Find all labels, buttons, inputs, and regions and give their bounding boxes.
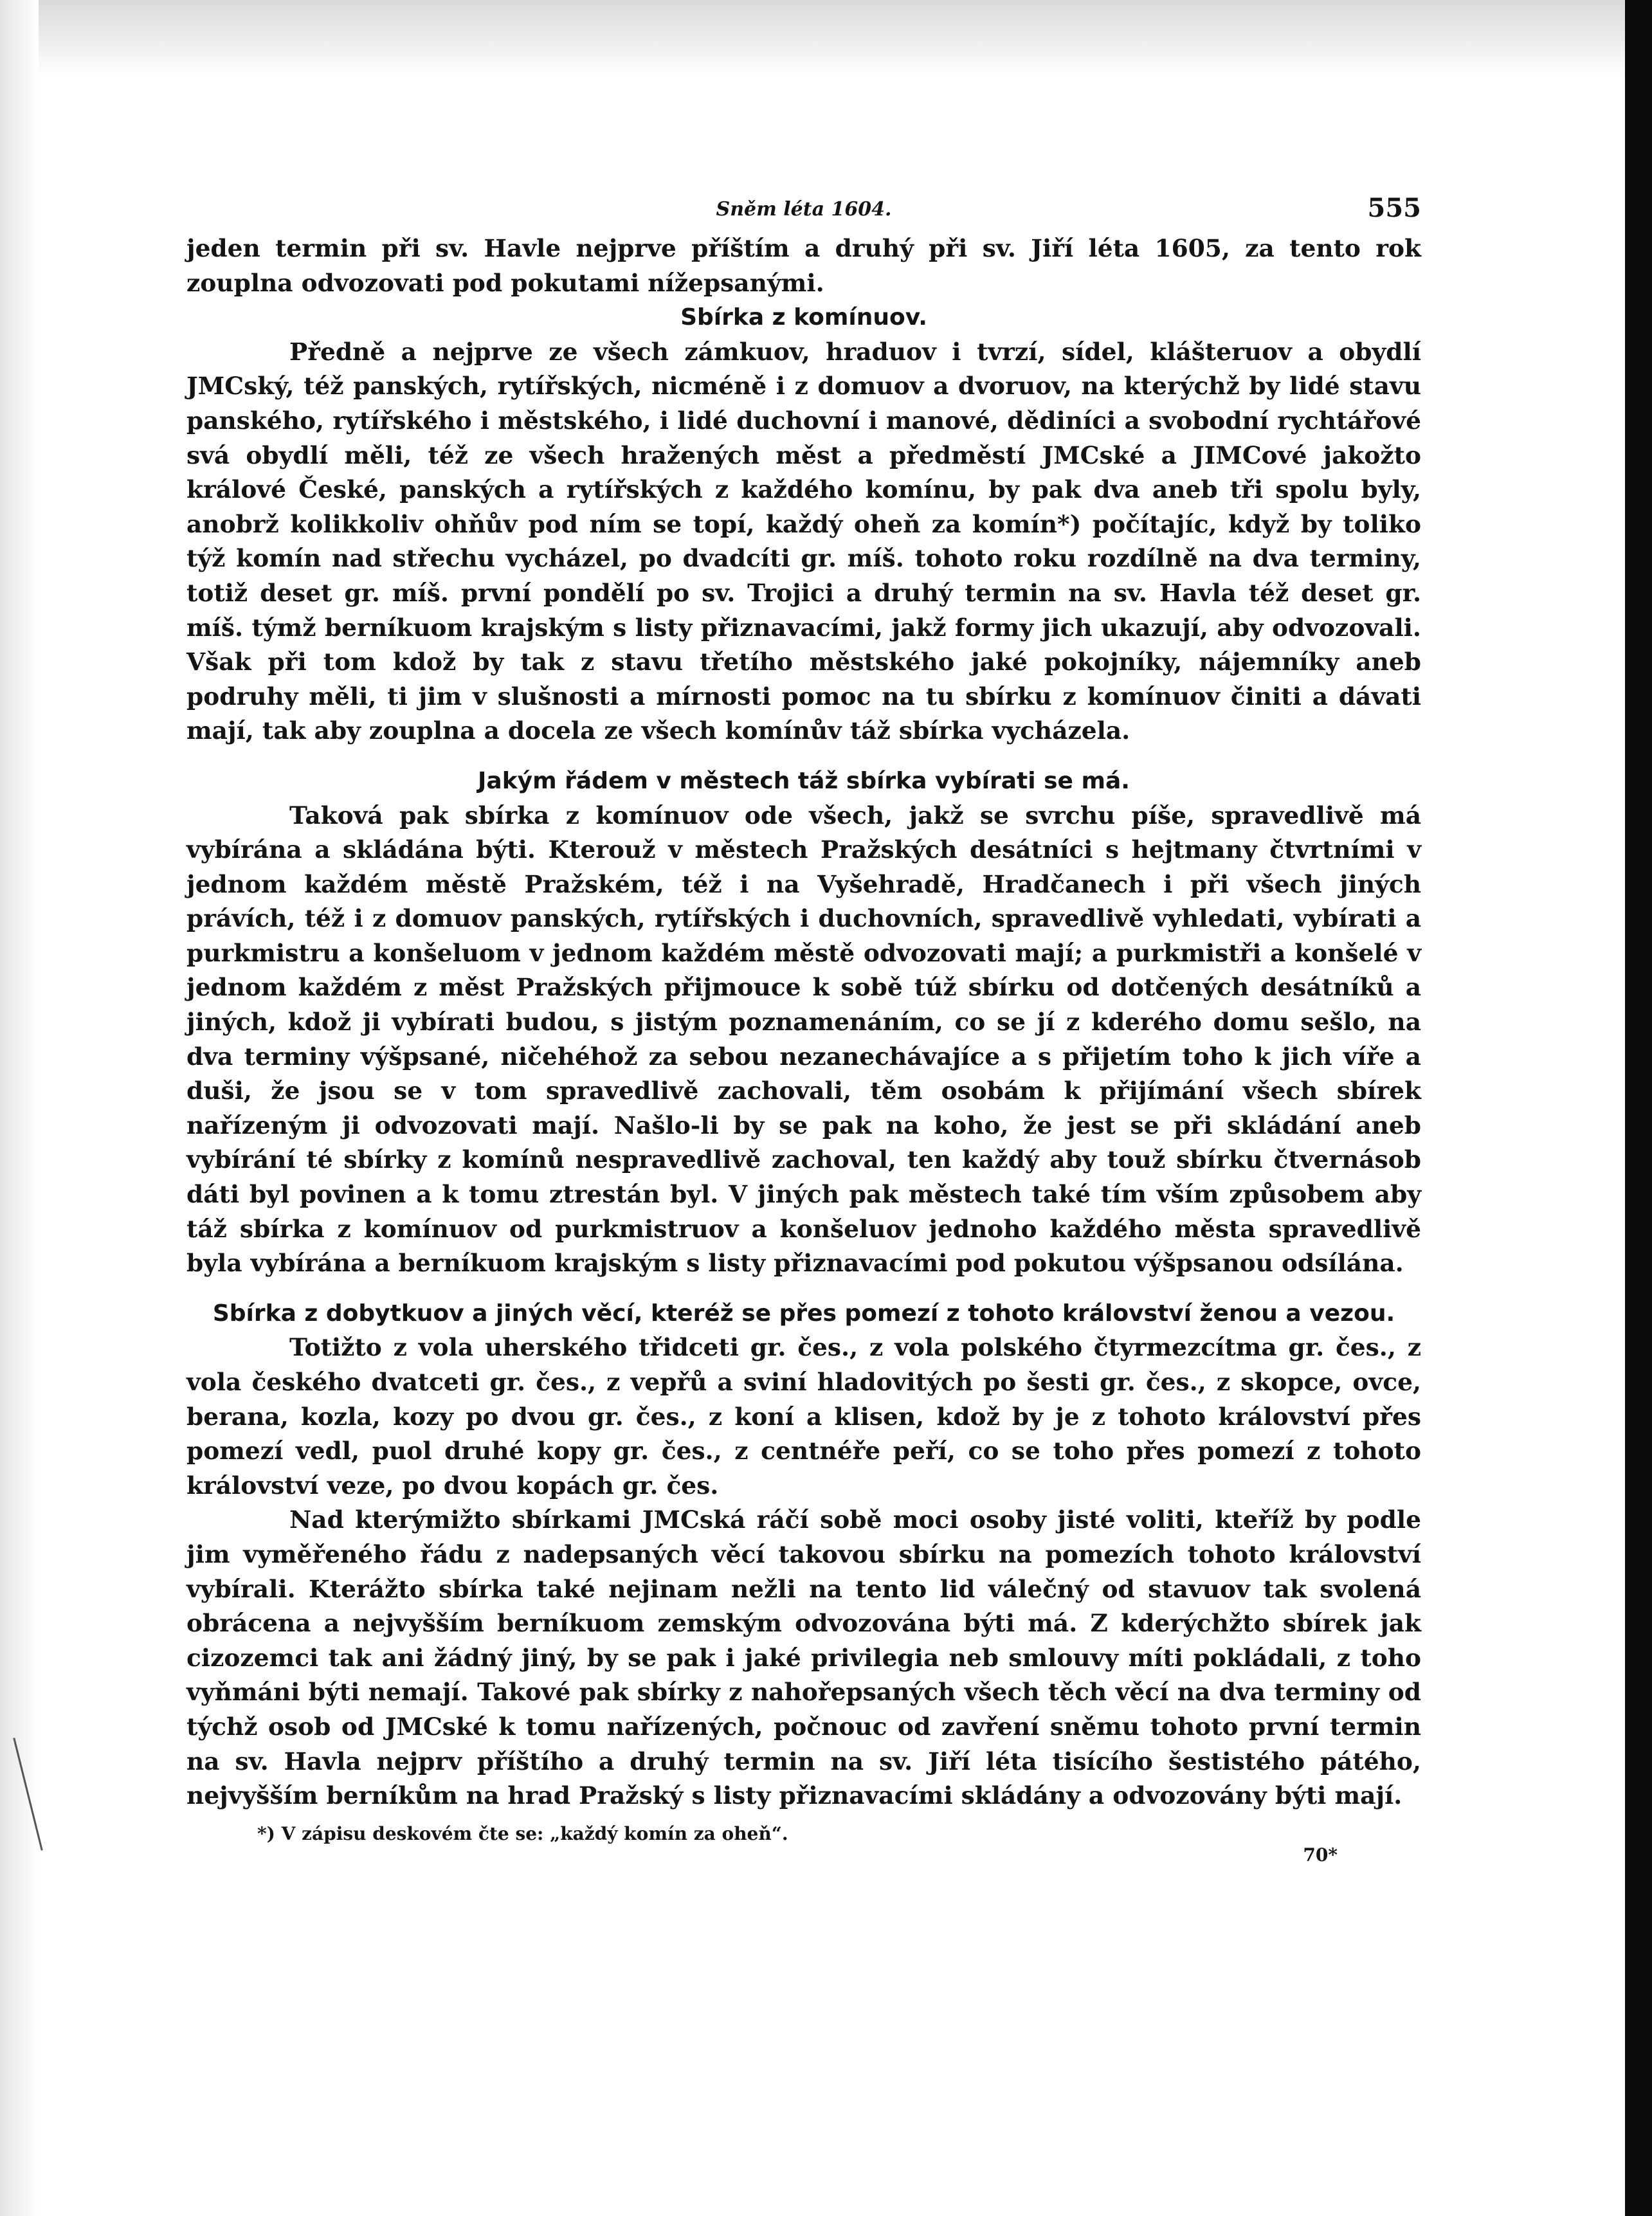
scan-shadow-left: [0, 0, 39, 2216]
paragraph-towns: Taková pak sbírka z komínuov ode všech, jakž se svrchu píše, spravedlivě má vybírána a skládána býti. Kterouž v městech Pražských desátníci s hejtmany čtvrtními v jednom každém městě Pražském, též i na Vyšehradě, Hradčanech i při všech jiných právích, též i z domuov panských, rytířských i duchovních, spravedlivě vyhledati, vybírati a purkmistru a konšeluom v jednom každém městě odvozovati mají; a purkmistři a konšelé v jednom každém z měst Pražských přijmouce k sobě túž sbírku od dotčených desátníků a jiných, kdož ji vybírati budou, s jistým poznamenáním, co se jí z kderého domu sešlo, na dva terminy výšpsané, ničehéhož za sebou nezanechávajíce a s přijetím toho k jich víře a duši, že jsou se v tom spravedlivě zachovali, těm osobám k přijímání všech sbírek nařízeným ji odvozovati mají. Našlo-li by se pak na koho, že jest se při skládání aneb vybírání té sbírky z komínů nespravedlivě zachoval, ten každý aby touž sbírku čtvernásob dáti byl povinen a k tomu ztrestán byl. V jiných pak městech také tím vším způsobem aby táž sbírka z komínuov od purkmistruov a konšeluov jednoho každého města spravedlivě byla vybírána a berníkuom krajským s listy přiznavacími pod pokutou výšpsanou odsílána.: [186, 801, 1421, 1278]
section-heading-livestock: Sbírka z dobytkuov a jiných věcí, kteréž se přes pomezí z tohoto království ženou a vezou.: [212, 1300, 1395, 1327]
running-title: Sněm léta 1604.: [716, 198, 892, 221]
paragraph-livestock-rates: Totižto z vola uherského třidceti gr. čes., z vola polského čtyrmezcítma gr. čes., z vola českého dvatceti gr. čes., z vepřů a sviní hladovitých po šesti gr. čes., z skopce, ovce, berana, kozla, kozy po dvou gr. čes., z koní a klisen, kdož by je z tohoto království přes pomezí vedl, puol druhé kopy gr. čes., z centnéře peří, co se toho přes pomezí z tohoto království veze, po dvou kopách gr. čes.: [186, 1333, 1421, 1500]
scan-shadow-top: [0, 0, 1625, 77]
signature-mark: 70*: [1303, 1844, 1338, 1866]
section-heading-chimneys: Sbírka z komínuov.: [680, 304, 927, 331]
scan-edge-right: [1625, 0, 1652, 2216]
section-heading-towns: Jakým řádem v městech táž sbírka vybírati se má.: [478, 767, 1130, 794]
running-head: [186, 193, 1421, 232]
footnote: *) V zápisu deskovém čte se: „každý komín za oheň“.: [257, 1822, 788, 1844]
paragraph-livestock-collection: Nad kterýmižto sbírkami JMCská ráčí sobě moci osoby jisté voliti, kteříž by podle jim vyměřeného řádu z nadepsaných věcí takovou sbírku na pomezích tohoto království vybírali. Kterážto sbírka také nejinam nežli na tento lid válečný od stavuov tak svolená obrácena a nejvyšším berníkuom zemským odvozována býti má. Z kderýchžto sbírek jak cizozemci tak ani žádný jiný, by se pak i jaké privilegia neb smlouvy míti pokládali, z toho vyňmáni býti nemají. Takové pak sbírky z nahořepsaných všech těch věcí na dva terminy od týchž osob od JMCské k tomu nařízených, počnouc od zavření sněmu tohoto první termin na sv. Havla nejprv příštího a druhý termin na sv. Jiří léta tisícího šestistého pátého, nejvyšším berníkům na hrad Pražský s listy přiznavacími skládány a odvozovány býti mají.: [186, 1505, 1421, 1810]
paragraph-chimneys: Předně a nejprve ze všech zámkuov, hraduov i tvrzí, sídel, klášteruov a obydlí JMCský, též panských, rytířských, nicméně i z domuov a dvoruov, na kterýchž by lidé stavu panského, rytířského i městského, i lidé duchovní i manové, dědiníci a svobodní rychtářové svá obydlí měli, též ze všech hražených měst a předměstí JMCské a JIMCové jakožto králové České, panských a rytířských z každého komínu, by pak dva aneb tři spolu byly, anobrž kolikkoliv ohňův pod ním se topí, každý oheň za komín*) počítajíc, když by toliko týž komín nad střechu vycházel, po dvadcíti gr. míš. tohoto roku rozdílně na dva terminy, totiž deset gr. míš. první pondělí po sv. Trojici a druhý termin na sv. Havla též deset gr. míš. týmž berníkuom krajským s listy přiznavacími, jakž formy jich ukazují, aby odvozovali. Však při tom kdož by tak z stavu třetího městského jaké pokojníky, nájemníky aneb podruhy měli, ti jim v slušnosti a mírnosti pomoc na tu sbírku z komínuov činiti a dávati mají, tak aby zouplna a docela ze všech komínův táž sbírka vycházela.: [186, 337, 1421, 745]
intro-paragraph: jeden termin při sv. Havle nejprve příštím a druhý při sv. Jiří léta 1605, za tento rok zouplna odvozovati pod pokutami nížepsanými.: [186, 234, 1421, 297]
page-number: 555: [1367, 193, 1421, 223]
page: [186, 193, 1421, 1866]
